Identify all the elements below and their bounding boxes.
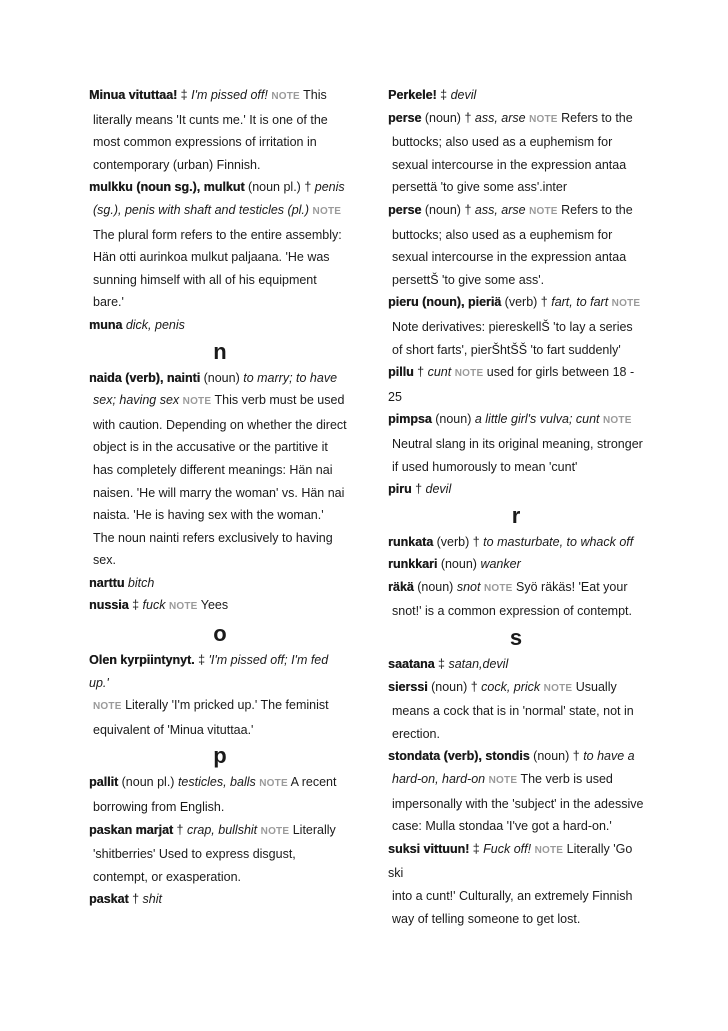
- entry-text: borrowing from English.: [93, 800, 225, 815]
- entry-line: [388, 653, 644, 676]
- entry-line: [388, 291, 644, 316]
- note-label: NOTE: [529, 113, 558, 125]
- dictionary-entry: [388, 838, 644, 930]
- gloss: crap, bullshit: [186, 822, 258, 837]
- entry-text: literally means 'It cunts me.' It is one of the: [93, 112, 328, 127]
- dictionary-entry: [388, 576, 644, 623]
- entry-text: (noun) †: [421, 202, 475, 217]
- entry-text: Hän otti aurinkoa mulkut paljaana. 'He was: [93, 250, 330, 265]
- entry-line: [89, 109, 351, 132]
- entry-text: impersonally with the 'subject' in the adessive: [392, 796, 644, 811]
- entry-line: [388, 531, 644, 554]
- gloss: fuck: [142, 598, 166, 613]
- entry-line: [388, 838, 644, 885]
- entry-line: [388, 269, 644, 292]
- entry-line: [388, 224, 644, 247]
- headword: sierssi: [388, 679, 428, 694]
- headword: Perkele!: [388, 88, 437, 102]
- entry-text: (noun): [437, 557, 481, 572]
- entry-line: [388, 339, 644, 362]
- entry-text: with caution. Depending on whether the direct: [93, 417, 347, 432]
- gloss: Fuck off!: [483, 841, 532, 856]
- entry-text: A recent: [287, 775, 337, 790]
- note-label: NOTE: [483, 582, 513, 594]
- entry-line: [388, 154, 644, 177]
- entry-text: bare.': [93, 295, 124, 310]
- entry-line: [388, 316, 644, 339]
- dictionary-entry: [388, 408, 644, 478]
- entry-line: [388, 600, 644, 623]
- gloss: snot: [456, 579, 481, 594]
- entry-text: Literally: [289, 822, 336, 837]
- dictionary-entry: [388, 291, 644, 361]
- entry-line: [89, 436, 351, 459]
- gloss: cunt: [427, 365, 452, 380]
- entry-text: (verb) †: [433, 534, 484, 549]
- entry-text: Refers to the: [557, 202, 633, 217]
- entry-text: 'shitberries' Used to express disgust,: [93, 847, 296, 862]
- dictionary-entry: [89, 649, 351, 741]
- entry-line: [388, 723, 644, 746]
- note-label: NOTE: [312, 205, 342, 217]
- entry-text: †: [128, 892, 143, 907]
- entry-text: The noun nainti refers exclusively to having: [93, 530, 333, 545]
- gloss: penis: [314, 180, 345, 195]
- entry-line: [89, 176, 351, 199]
- entry-line: [89, 131, 351, 154]
- gloss: bitch: [127, 575, 155, 590]
- entry-text: contemporary (urban) Finnish.: [93, 157, 261, 172]
- entry-text: if used humorously to mean 'cunt': [392, 459, 578, 474]
- dictionary-entry: [89, 819, 351, 889]
- entry-line: [89, 269, 351, 292]
- headword: Olen kyrpiintynyt.: [89, 653, 195, 668]
- note-label: NOTE: [93, 701, 122, 713]
- dictionary-entry: [89, 84, 351, 176]
- entry-text: Syö räkäs! 'Eat your: [512, 579, 628, 594]
- entry-line: [89, 291, 351, 314]
- gloss: to marry; to have: [243, 370, 338, 385]
- entry-text: snot!' is a common expression of contempt.: [392, 604, 632, 619]
- entry-line: [388, 700, 644, 723]
- gloss: hard-on, hard-on: [392, 772, 486, 787]
- section-letter-s: s: [509, 625, 523, 651]
- entry-line: [388, 793, 644, 816]
- entry-line: [388, 576, 644, 601]
- section-letter-o: o: [213, 621, 227, 647]
- note-label: NOTE: [488, 775, 518, 787]
- dictionary-entry: [388, 676, 644, 746]
- entry-line: [89, 819, 351, 844]
- entry-line: [89, 199, 351, 224]
- headword: paskat: [89, 892, 129, 907]
- headword: saatana: [388, 657, 435, 672]
- headword: stondata (verb), stondis: [388, 749, 530, 764]
- entry-text: way of telling someone to get lost.: [392, 911, 581, 926]
- section-letter-p: p: [213, 743, 227, 769]
- entry-text: (noun) †: [529, 749, 584, 764]
- entry-line: [388, 361, 644, 408]
- entry-line: [388, 84, 644, 107]
- entry-line: [89, 888, 351, 911]
- entry-text: contempt, or exasperation.: [93, 869, 241, 884]
- dictionary-entry: [388, 745, 644, 837]
- note-label: NOTE: [543, 682, 573, 694]
- entry-text: of short farts', pierŠhtŠŠ 'to fart suddenly': [392, 342, 621, 357]
- headword: pimpsa: [388, 412, 432, 427]
- entry-line: [388, 745, 644, 768]
- headword: naida (verb), nainti: [89, 370, 201, 385]
- gloss: testicles, balls: [177, 775, 256, 790]
- headword: runkata: [388, 534, 434, 549]
- headword: mulkku (noun sg.), mulkut: [89, 180, 245, 195]
- headword: pieru (noun), pieriä: [388, 295, 502, 310]
- entry-text: (verb) †: [501, 295, 552, 310]
- entry-line: [89, 246, 351, 269]
- entry-line: [89, 771, 351, 796]
- entry-line: [388, 553, 644, 576]
- entry-text: The plural form refers to the entire assembly:: [93, 227, 342, 242]
- left-column: [89, 84, 351, 911]
- entry-text: sexual intercourse in the expression antaa: [392, 250, 627, 265]
- entry-text: buttocks; also used as a euphemism for: [392, 227, 613, 242]
- gloss: devil: [450, 88, 477, 102]
- entry-line: [89, 84, 351, 109]
- entry-line: [89, 459, 351, 482]
- entry-line: [388, 199, 644, 224]
- headword: piru: [388, 482, 412, 497]
- gloss: a little girl's vulva; cunt: [474, 412, 600, 427]
- dictionary-entry: [388, 478, 644, 501]
- entry-text: Literally 'I'm pricked up.' The feminist: [121, 698, 329, 713]
- entry-text: means a cock that is in 'normal' state, not in: [392, 704, 634, 719]
- gloss: ass, arse: [474, 110, 526, 125]
- entry-text: Literally 'Go ski: [388, 841, 633, 881]
- entry-line: [89, 482, 351, 505]
- entry-text: This: [299, 88, 327, 102]
- entry-text: Neutral slang in its original meaning, stronger: [392, 436, 643, 451]
- entry-line: [89, 224, 351, 247]
- gloss: wanker: [480, 557, 521, 572]
- entry-line: [89, 504, 351, 527]
- entry-text: case: Mulla stondaa 'I've got a hard-on.': [392, 819, 612, 834]
- gloss: shit: [142, 892, 162, 907]
- gloss: satan,devil: [448, 657, 509, 672]
- entry-line: [89, 594, 351, 619]
- entry-text: (noun): [413, 579, 457, 594]
- entry-line: [89, 694, 351, 719]
- note-label: NOTE: [271, 91, 300, 102]
- headword: suksi vittuun!: [388, 841, 470, 856]
- entry-text: ‡: [436, 88, 451, 102]
- entry-text: sunning himself with all of his equipment: [93, 272, 317, 287]
- entry-text: persettŠ 'to give some ass'.: [392, 272, 545, 287]
- dictionary-entry: [89, 367, 351, 572]
- entry-line: [388, 107, 644, 132]
- entry-line: [89, 389, 351, 414]
- entry-line: [388, 176, 644, 199]
- entry-text: equivalent of 'Minua vituttaa.': [93, 722, 254, 737]
- entry-text: Usually: [572, 679, 617, 694]
- right-column: [388, 84, 644, 930]
- entry-text: (noun): [200, 370, 244, 385]
- entry-line: [388, 478, 644, 501]
- gloss: sex; having sex: [93, 393, 180, 408]
- headword: pillu: [388, 365, 414, 380]
- entry-text: into a cunt!' Culturally, an extremely Finnish: [392, 889, 633, 903]
- dictionary-entry: [388, 107, 644, 199]
- gloss: fart, to fart: [551, 295, 609, 310]
- headword: Minua vituttaa!: [89, 88, 178, 102]
- entry-text: †: [413, 365, 428, 380]
- dictionary-entry: [388, 199, 644, 291]
- entry-text: naista. 'He is having sex with the woman.': [93, 508, 324, 523]
- note-label: NOTE: [260, 825, 290, 837]
- gloss: (sg.), penis with shaft and testicles (pl.): [93, 202, 310, 217]
- entry-line: [89, 572, 351, 595]
- entry-line: [388, 433, 644, 456]
- dictionary-entry: [89, 771, 351, 818]
- gloss: dick, penis: [125, 317, 185, 332]
- entry-line: [89, 414, 351, 437]
- headword: muna: [89, 317, 123, 332]
- entry-text: Note derivatives: piereskellŠ 'to lay a series: [392, 319, 633, 334]
- entry-line: [388, 676, 644, 701]
- entry-text: erection.: [392, 726, 440, 741]
- entry-line: [388, 456, 644, 479]
- entry-text: (noun): [431, 412, 475, 427]
- note-label: NOTE: [529, 205, 558, 217]
- entry-text: has completely different meanings: Hän nai: [93, 462, 333, 477]
- entry-text: This verb must be used: [211, 393, 345, 408]
- headword: narttu: [89, 575, 125, 590]
- entry-text: most common expressions of irritation in: [93, 135, 317, 150]
- gloss: ass, arse: [474, 202, 526, 217]
- entry-line: [89, 866, 351, 889]
- entry-text: object is in the accusative or the partitive it: [93, 440, 328, 455]
- dictionary-entry: [388, 653, 644, 676]
- entry-text: naisen. 'He will marry the woman' vs. Hän nai: [93, 485, 345, 500]
- entry-text: (noun) †: [421, 110, 475, 125]
- headword: runkkari: [388, 557, 438, 572]
- entry-line: [89, 527, 351, 550]
- gloss: to masturbate, to whack off: [483, 534, 634, 549]
- entry-line: [388, 131, 644, 154]
- entry-line: [89, 549, 351, 572]
- dictionary-entry: [388, 531, 644, 554]
- note-label: NOTE: [168, 601, 198, 613]
- headword: perse: [388, 110, 422, 125]
- entry-line: [388, 246, 644, 269]
- headword: nussia: [89, 598, 129, 613]
- entry-text: ‡: [128, 598, 143, 613]
- entry-text: (noun pl.): [118, 775, 178, 790]
- dictionary-entry: [388, 84, 644, 107]
- entry-text: persettä 'to give some ass'.inter: [392, 180, 567, 195]
- note-label: NOTE: [454, 368, 484, 380]
- gloss: cock, prick: [481, 679, 541, 694]
- entry-text: (noun) †: [427, 679, 482, 694]
- entry-line: [89, 843, 351, 866]
- entry-text: The verb is used: [517, 772, 613, 787]
- entry-line: [89, 649, 351, 694]
- dictionary-entry: [89, 572, 351, 595]
- entry-line: [89, 367, 351, 390]
- entry-text: ‡: [177, 88, 192, 102]
- dictionary-entry: [89, 888, 351, 911]
- entry-text: buttocks; also used as a euphemism for: [392, 135, 613, 150]
- note-label: NOTE: [603, 415, 632, 427]
- gloss: I'm pissed off!: [191, 88, 268, 102]
- note-label: NOTE: [611, 298, 641, 310]
- gloss: 'I'm pissed off; I'm fed up.': [89, 653, 329, 690]
- dictionary-entry: [89, 176, 351, 314]
- entry-text: ‡: [194, 653, 209, 668]
- dictionary-entry: [388, 361, 644, 408]
- note-label: NOTE: [182, 396, 212, 408]
- entry-line: [388, 408, 644, 433]
- headword: paskan marjat: [89, 822, 174, 837]
- entry-line: [89, 314, 351, 337]
- entry-line: [388, 815, 644, 838]
- entry-line: [89, 154, 351, 177]
- gloss: to have a: [583, 749, 635, 764]
- gloss: devil: [425, 482, 452, 497]
- entry-line: [388, 885, 644, 908]
- entry-line: [89, 796, 351, 819]
- note-label: NOTE: [259, 778, 288, 790]
- entry-text: †: [173, 822, 187, 837]
- entry-line: [388, 908, 644, 931]
- entry-text: sex.: [93, 553, 116, 568]
- headword: perse: [388, 202, 422, 217]
- entry-text: Refers to the: [557, 110, 633, 125]
- dictionary-entry: [89, 594, 351, 619]
- entry-text: ‡: [434, 657, 449, 672]
- entry-text: sexual intercourse in the expression antaa: [392, 157, 627, 172]
- entry-text: (noun pl.) †: [244, 180, 315, 195]
- section-letter-r: r: [511, 502, 521, 528]
- entry-line: [89, 719, 351, 742]
- entry-line: [388, 768, 644, 793]
- note-label: NOTE: [534, 844, 564, 856]
- headword: räkä: [388, 579, 414, 594]
- dictionary-entry: [89, 314, 351, 337]
- entry-text: ‡: [469, 841, 484, 856]
- entry-text: †: [411, 482, 426, 497]
- dictionary-entry: [388, 553, 644, 576]
- section-letter-n: n: [213, 338, 227, 364]
- headword: pallit: [89, 775, 119, 790]
- entry-text: used for girls between 18 - 25: [388, 365, 635, 404]
- entry-text: Yees: [197, 598, 229, 613]
